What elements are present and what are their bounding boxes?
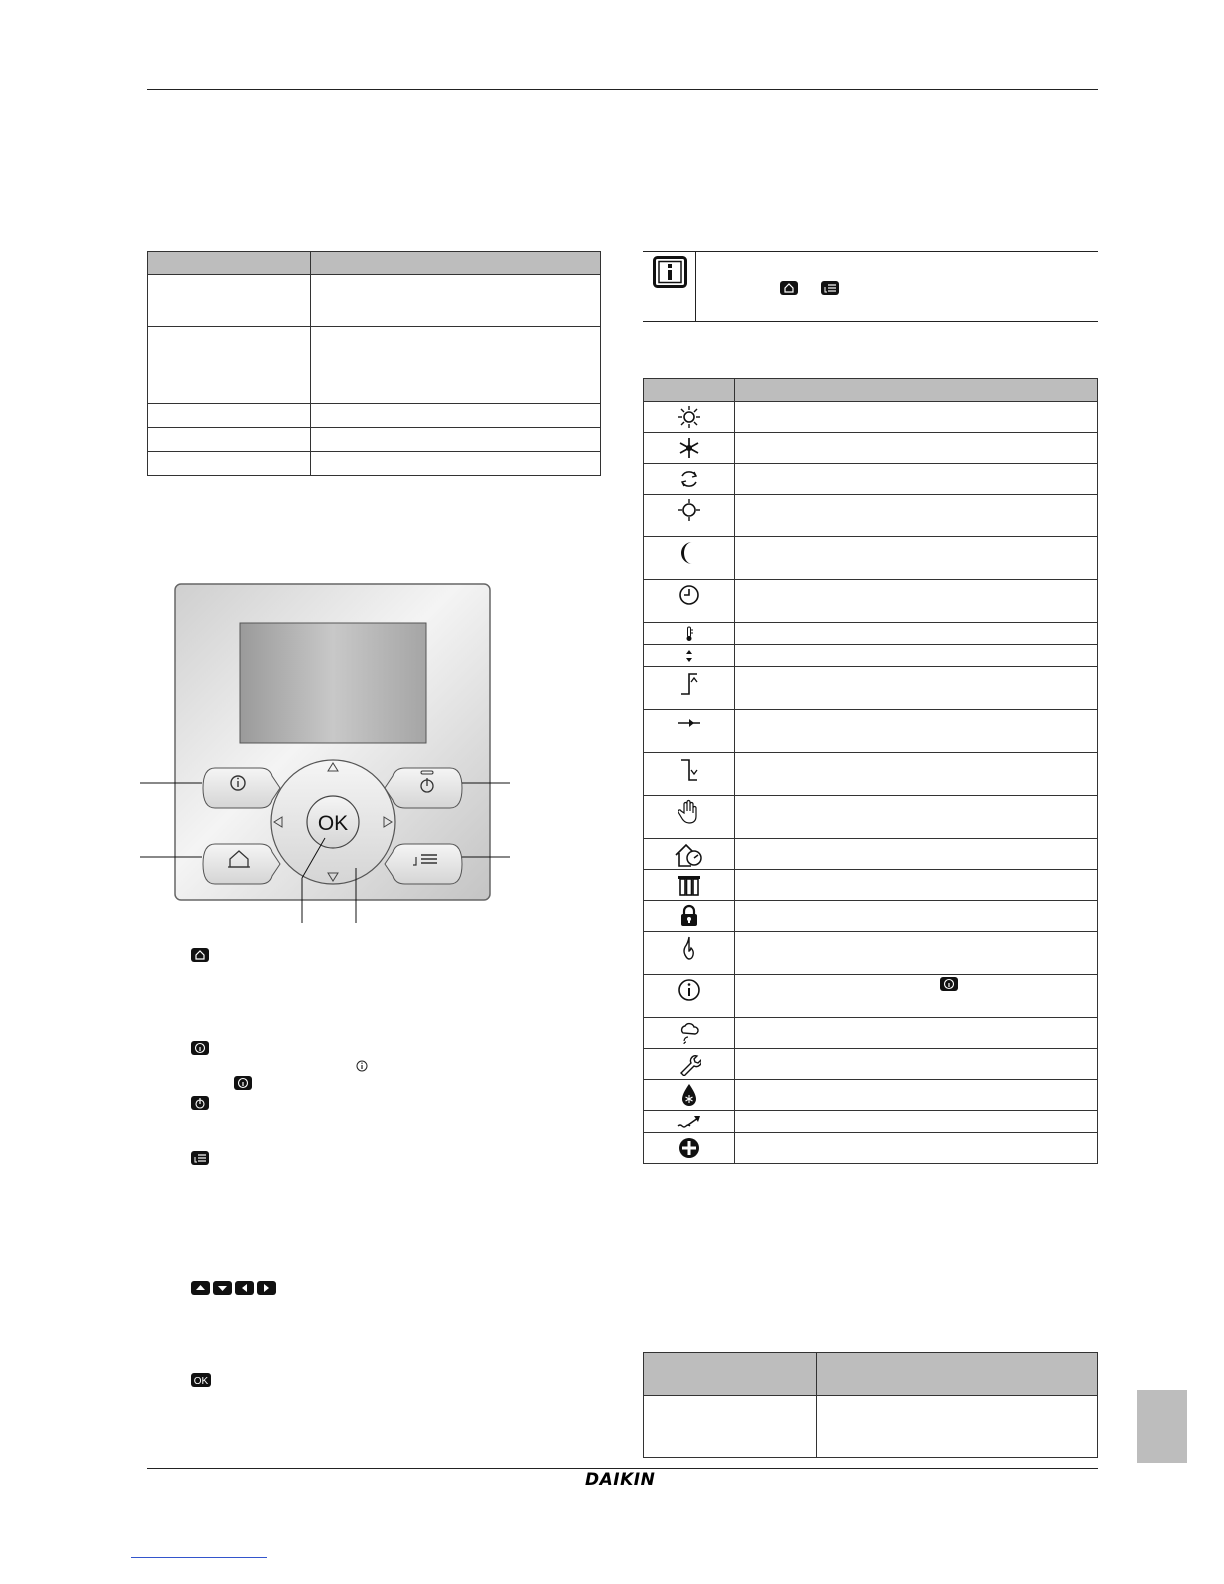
left-table: [147, 251, 601, 476]
plus-circle-icon: [677, 1136, 701, 1160]
section-tab: [1137, 1390, 1187, 1463]
radiator-icon: [676, 873, 702, 897]
snowflake-cooling-icon: [677, 436, 701, 460]
home-icon: [191, 948, 209, 962]
svg-text:OK: OK: [317, 812, 349, 835]
brand-logo: DAIKIN: [585, 1470, 656, 1490]
boost-arrow-icon: [676, 1114, 702, 1128]
arrow-keys-icon: [191, 1281, 279, 1295]
footer-rule: [147, 1468, 1098, 1469]
header-rule: [147, 89, 1098, 90]
circular-arrows-icon: [677, 467, 701, 491]
table-cell: [311, 327, 601, 404]
weather-icon: [677, 1021, 701, 1045]
note-top-rule: [643, 251, 1098, 252]
info-icon: [940, 977, 958, 991]
step-down-icon: [677, 756, 701, 784]
menu-button: [385, 844, 462, 884]
table-cell: [148, 404, 311, 428]
defrost-drop-icon: [679, 1083, 699, 1107]
table-cell: [148, 452, 311, 476]
link-underline: [131, 1557, 267, 1558]
menu-icon: [821, 281, 839, 295]
table-cell: [644, 1396, 817, 1458]
hand-icon: [678, 799, 700, 825]
power-icon: [191, 1096, 209, 1110]
info-icon: [677, 978, 701, 1002]
icon-table: [643, 378, 1098, 1164]
table-cell: [817, 1396, 1098, 1458]
table-cell: [311, 428, 601, 452]
info-icon: [191, 1041, 209, 1055]
lock-icon: [678, 904, 700, 928]
moon-icon: [677, 540, 701, 566]
up-down-arrows-icon: [683, 648, 695, 664]
ok-icon: [191, 1373, 211, 1387]
wrench-icon: [677, 1052, 701, 1076]
arrow-right-icon: [676, 713, 702, 733]
table-cell: [148, 275, 311, 327]
clock-icon: [677, 583, 701, 607]
comfort-sun-icon: [677, 498, 701, 522]
flame-icon: [681, 935, 697, 961]
controller-illustration: [140, 578, 520, 928]
table-cell: [311, 275, 601, 327]
home-button: [203, 844, 280, 884]
menu-icon: [191, 1151, 209, 1165]
info-button: [203, 768, 280, 808]
info-outline-icon: [355, 1059, 369, 1073]
sun-heating-icon: [677, 405, 701, 429]
house-gauge-icon: [673, 842, 705, 868]
svg-text:OK: OK: [193, 1376, 209, 1387]
thermometer-icon: [683, 626, 695, 642]
table-cell: [148, 327, 311, 404]
bottom-right-table: [643, 1352, 1098, 1458]
table-cell: [148, 428, 311, 452]
note-bottom-rule: [643, 321, 1098, 322]
table-cell: [311, 452, 601, 476]
info-icon: [234, 1076, 252, 1090]
note-divider: [695, 251, 696, 321]
table-cell: [311, 404, 601, 428]
home-icon: [780, 281, 798, 295]
info-icon: [653, 256, 687, 288]
step-up-icon: [677, 670, 701, 698]
